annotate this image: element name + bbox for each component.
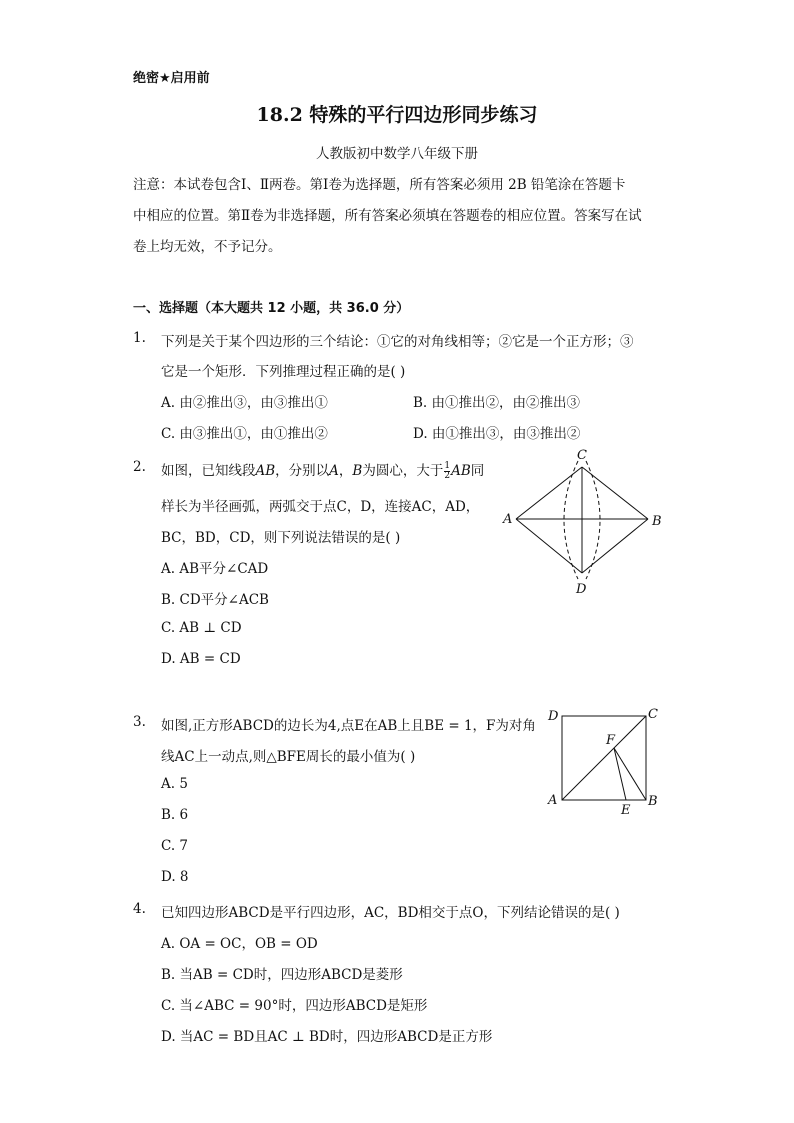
segment-label: AB [451, 463, 471, 479]
question-2-option-b[interactable]: B. CD平分∠ACB [161, 592, 269, 608]
point-label-a: A [503, 512, 513, 527]
point-label-d: D [548, 709, 559, 724]
question-1-option-a[interactable]: A. 由②推出③，由③推出① [161, 395, 328, 411]
fraction-denominator: 2 [444, 471, 451, 481]
question-4-option-c[interactable]: C. 当∠ABC = 90°时，四边形ABCD是矩形 [161, 998, 428, 1014]
question-1-option-c[interactable]: C. 由③推出①，由①推出② [161, 426, 328, 442]
point-label-d: D [576, 582, 587, 597]
segment-label: AB [255, 463, 276, 479]
question-3-option-a[interactable]: A. 5 [161, 776, 188, 792]
stem-text: 同 [470, 463, 485, 479]
point-label: A [329, 463, 339, 479]
question-2-stem-line-3: BC，BD，CD，则下列说法错误的是( ) [161, 530, 401, 546]
question-3-option-d[interactable]: D. 8 [161, 869, 189, 885]
question-1-option-d[interactable]: D. 由①推出③，由③推出② [413, 426, 581, 442]
question-2-stem-line-1 [161, 459, 484, 481]
question-2-option-a[interactable]: A. AB平分∠CAD [161, 561, 269, 577]
secret-mark: 绝密★启用前 [133, 71, 210, 86]
arc-from-a [586, 461, 600, 579]
page-subtitle: 人教版初中数学八年级下册 [316, 146, 478, 162]
page-title: 18.2 特殊的平行四边形同步练习 [256, 104, 538, 126]
question-1-option-b[interactable]: B. 由①推出②，由②推出③ [413, 395, 581, 411]
question-3-option-b[interactable]: B. 6 [161, 807, 189, 823]
stem-text: 为圆心，大于 [362, 463, 444, 479]
question-2-figure [500, 445, 670, 600]
question-1-stem-line-1: 下列是关于某个四边形的三个结论：①它的对角线相等；②它是一个正方形；③ [161, 334, 634, 350]
notice-line-1: 注意：本试卷包含Ⅰ、Ⅱ两卷。第Ⅰ卷为选择题，所有答案必须用 2B 铅笔涂在答题卡 [133, 177, 626, 193]
stem-text: 如图，已知线段 [161, 463, 256, 479]
question-2-stem-line-2: 样长为半径画弧，两弧交于点C，D，连接AC，AD， [161, 499, 480, 515]
segment-fb [614, 748, 646, 800]
notice-line-2: 中相应的位置。第Ⅱ卷为非选择题，所有答案必须填在答题卷的相应位置。答案写在试 [133, 208, 642, 224]
arc-from-b [564, 461, 578, 579]
question-4-option-d[interactable]: D. 当AC = BD且AC ⊥ BD时，四边形ABCD是正方形 [161, 1029, 493, 1045]
stem-text: ， [338, 463, 353, 479]
question-number: 3. [133, 714, 146, 730]
point-label-a: A [548, 793, 558, 808]
point-label-e: E [621, 803, 631, 818]
section-heading: 一、选择题（本大题共 12 小题，共 36.0 分） [133, 301, 410, 316]
question-1-stem-line-2: 它是一个矩形．下列推理过程正确的是( ) [161, 364, 406, 380]
fraction [444, 462, 450, 481]
point-label: B [352, 463, 363, 479]
question-4-option-a[interactable]: A. OA = OC，OB = OD [161, 936, 318, 952]
question-number: 2. [133, 459, 146, 475]
stem-text: ，分别以 [275, 463, 330, 479]
question-3-stem-line-2: 线AC上一动点,则△BFE周长的最小值为( ) [161, 749, 416, 765]
question-3-option-c[interactable]: C. 7 [161, 838, 189, 854]
question-2-option-c[interactable]: C. AB ⊥ CD [161, 620, 242, 636]
point-label-f: F [606, 733, 616, 748]
fraction-numerator: 1 [444, 461, 451, 471]
segment-fe [614, 748, 626, 800]
question-4-stem-line-1: 已知四边形ABCD是平行四边形，AC，BD相交于点O，下列结论错误的是( ) [161, 905, 620, 921]
question-4-option-b[interactable]: B. 当AB = CD时，四边形ABCD是菱形 [161, 967, 403, 983]
question-3-figure [540, 702, 670, 822]
question-2-option-d[interactable]: D. AB = CD [161, 651, 241, 667]
notice-line-3: 卷上均无效，不予记分。 [133, 239, 282, 255]
point-label-b: B [652, 514, 662, 529]
point-label-c: C [648, 707, 658, 722]
question-3-stem-line-1: 如图,正方形ABCD的边长为4,点E在AB上且BE = 1，F为对角 [161, 718, 536, 734]
question-number: 4. [133, 901, 146, 917]
diagonal-ac [562, 716, 646, 800]
question-number: 1. [133, 330, 146, 346]
point-label-b: B [648, 794, 658, 809]
point-label-c: C [577, 448, 587, 463]
